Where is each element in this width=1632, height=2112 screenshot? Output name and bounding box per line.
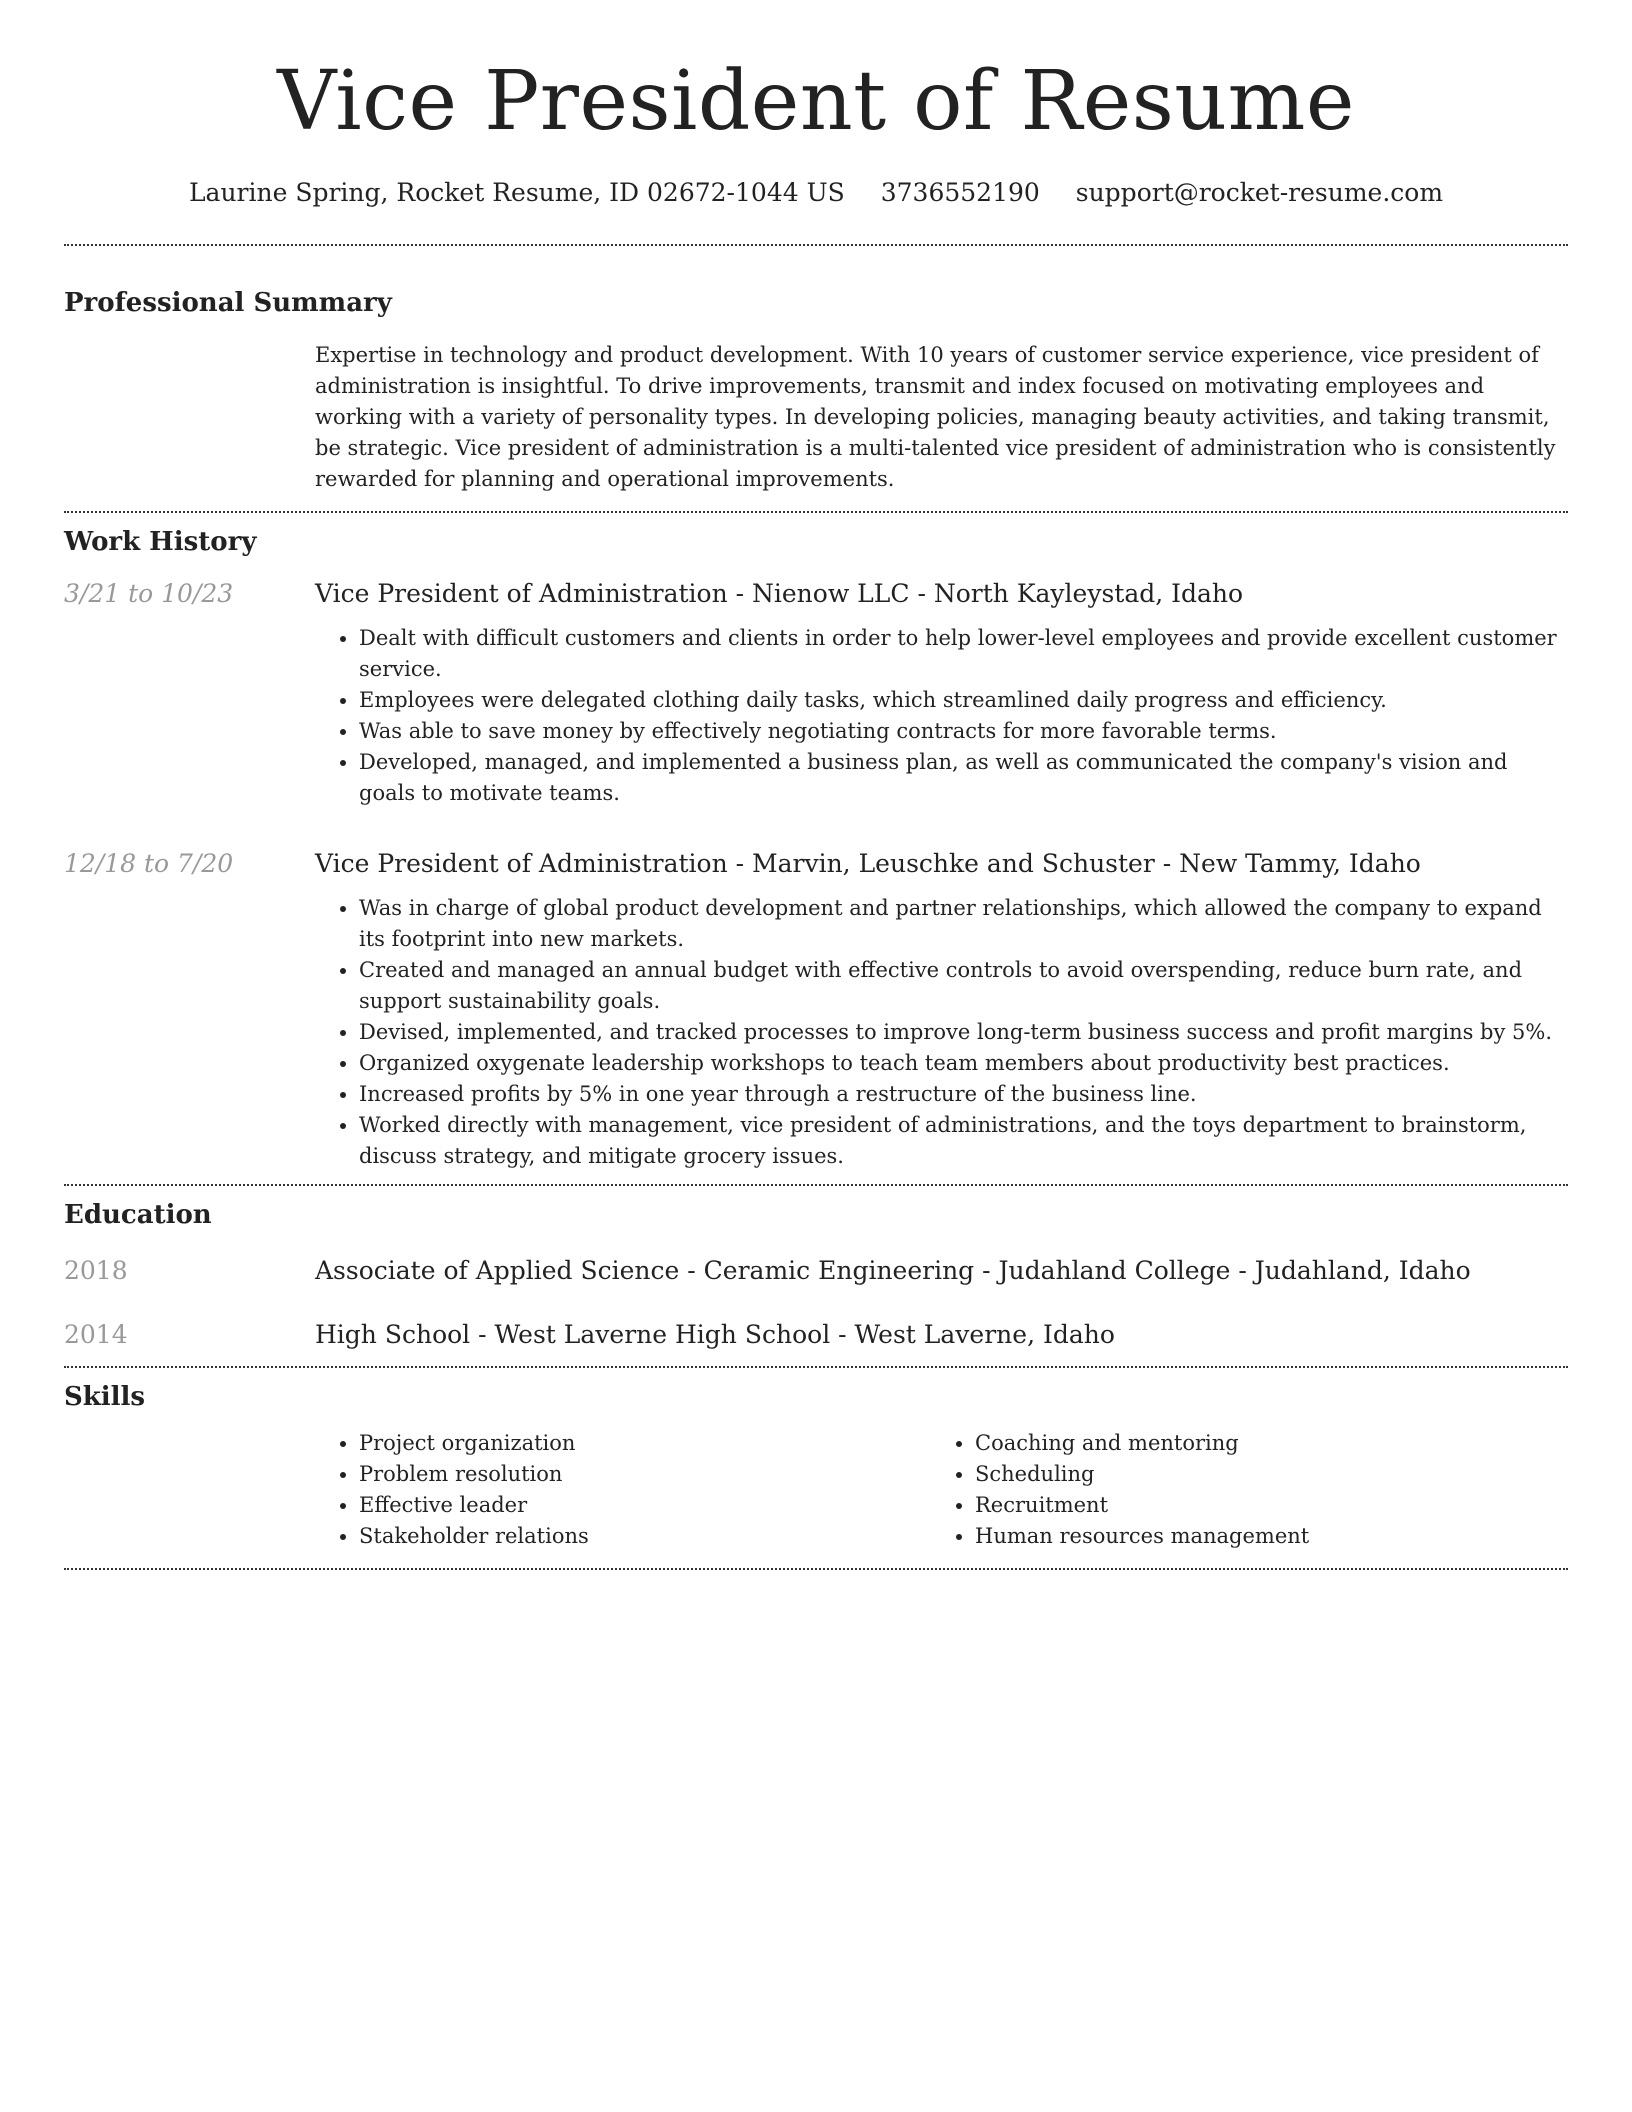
work-history-heading: Work History [64, 527, 257, 557]
list-item: • Devised, implemented, and tracked processes to improve long-term business success and profit margins by 5%. [359, 1017, 1568, 1048]
list-item: • Dealt with difficult customers and clients in order to help lower-level employees and provide excellent customer service. [359, 623, 1568, 685]
education-title: High School - West Laverne High School - West Laverne, Idaho [315, 1320, 1115, 1349]
skills-heading: Skills [64, 1382, 146, 1412]
list-item: • Organized oxygenate leadership workshops to teach team members about productivity best practices. [359, 1048, 1568, 1079]
job-entry [64, 847, 1568, 1172]
list-item: • Was able to save money by effectively negotiating contracts for more favorable terms. [359, 716, 1568, 747]
list-item: • Employees were delegated clothing daily tasks, which streamlined daily progress and efficiency. [359, 685, 1568, 716]
job-bullets [315, 893, 1568, 1172]
summary-text: Expertise in technology and product development. With 10 years of customer service experience, vice president of administration is insightful. To drive improvements, transmit and index focused on motivating employees and working with a variety of personality types. In developing policies, managing beauty activities, and taking transmit, be strategic. Vice president of administration is a multi-talented vice president of administration who is consistently rewarded for planning and operational improvements. [315, 343, 1556, 491]
summary-heading: Professional Summary [64, 288, 392, 318]
summary-section [64, 286, 1568, 511]
list-item: • Human resources management [975, 1521, 1547, 1552]
list-item: • Worked directly with management, vice president of administrations, and the toys department to brainstorm, discuss strategy, and mitigate grocery issues. [359, 1110, 1568, 1172]
education-year: 2018 [64, 1256, 128, 1285]
list-item: • Created and managed an annual budget with effective controls to avoid overspending, reduce burn rate, and support sustainability goals. [359, 955, 1568, 1017]
divider [64, 1568, 1568, 1570]
list-item: • Coaching and mentoring [975, 1428, 1547, 1459]
contact-line [64, 176, 1568, 210]
education-year: 2014 [64, 1320, 128, 1349]
list-item: • Developed, managed, and implemented a business plan, as well as communicated the company's vision and goals to motivate teams. [359, 747, 1568, 809]
list-item: • Effective leader [359, 1490, 931, 1521]
resume-title: Vice President of Resume [277, 54, 1355, 149]
job-title: Vice President of Administration - Marvin, Leuschke and Schuster - New Tammy, Idaho [315, 849, 1421, 878]
contact-address: Laurine Spring, Rocket Resume, ID 02672-1044 US [188, 178, 845, 207]
education-title: Associate of Applied Science - Ceramic Engineering - Judahland College - Judahland, Idaho [315, 1256, 1471, 1285]
list-item: • Stakeholder relations [359, 1521, 931, 1552]
education-heading: Education [64, 1200, 212, 1230]
skills-columns [315, 1428, 1568, 1552]
job-dates: 3/21 to 10/23 [64, 579, 234, 608]
list-item: • Scheduling [975, 1459, 1547, 1490]
job-title: Vice President of Administration - Nienow LLC - North Kayleystad, Idaho [315, 579, 1244, 608]
list-item: • Recruitment [975, 1490, 1547, 1521]
work-history-section [64, 513, 1568, 1184]
skills-list-right [931, 1428, 1547, 1552]
list-item: • Problem resolution [359, 1459, 931, 1490]
list-item: • Project organization [359, 1428, 931, 1459]
list-item: • Was in charge of global product development and partner relationships, which allowed the company to expand its footprint into new markets. [359, 893, 1568, 955]
job-bullets [315, 623, 1568, 809]
list-item: • Increased profits by 5% in one year through a restructure of the business line. [359, 1079, 1568, 1110]
job-entry [64, 577, 1568, 809]
education-entry [64, 1254, 1568, 1288]
education-entry [64, 1318, 1568, 1352]
skills-section [64, 1368, 1568, 1568]
education-section [64, 1186, 1568, 1366]
skills-list-left [315, 1428, 931, 1552]
contact-phone: 3736552190 [880, 178, 1040, 207]
divider [64, 244, 1568, 246]
contact-email: support@rocket-resume.com [1075, 178, 1444, 207]
job-dates: 12/18 to 7/20 [64, 849, 234, 878]
